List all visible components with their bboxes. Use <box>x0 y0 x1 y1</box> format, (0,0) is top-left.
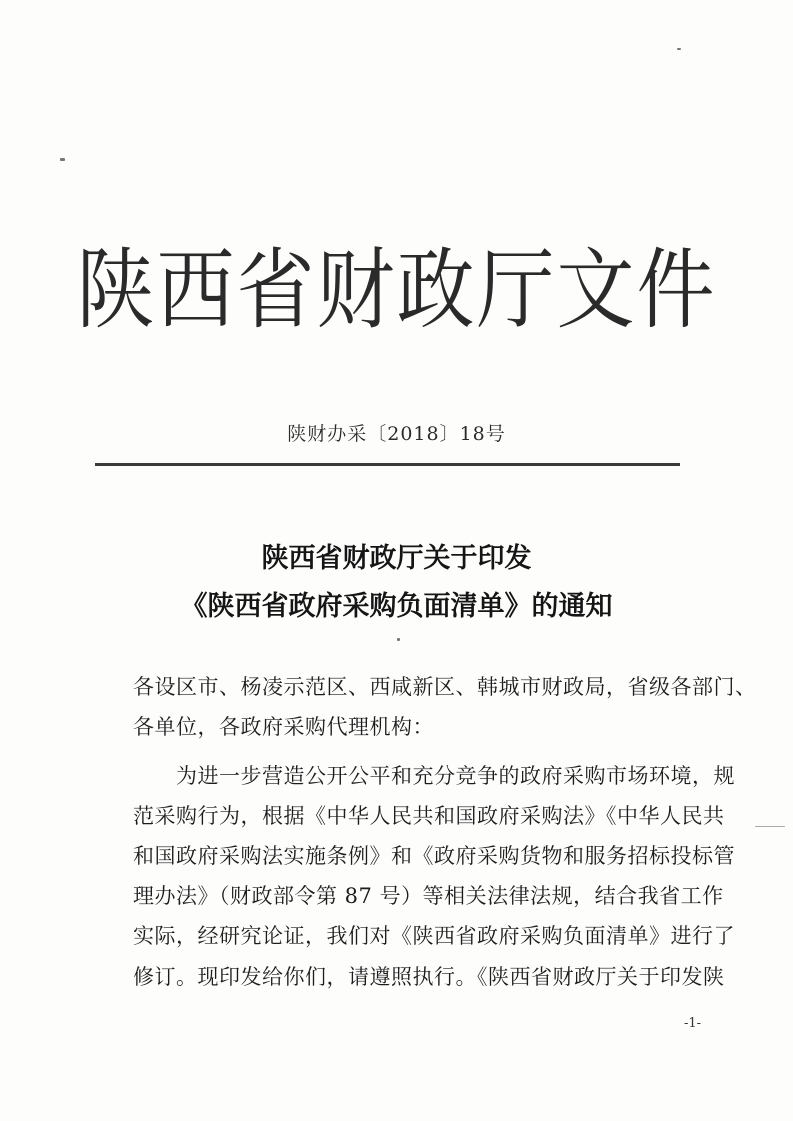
document-header-title: 陕西省财政厅文件 <box>76 240 717 342</box>
body-line: 修订。现印发给你们，请遵照执行。《陕西省财政厅关于印发陕 <box>133 965 725 989</box>
header-divider <box>95 463 680 466</box>
body-line: 各设区市、杨凌示范区、西咸新区、韩城市财政局，省级各部门、 <box>133 675 757 699</box>
scan-speck <box>60 158 65 161</box>
scan-speck <box>755 826 785 827</box>
page-number: -1- <box>684 1016 702 1031</box>
body-line: 范采购行为，根据《中华人民共和国政府采购法》《中华人民共 <box>133 804 725 828</box>
notice-title-line-2: 《陕西省政府采购负面清单》的通知 <box>180 591 613 622</box>
body-line: 理办法》（财政部令第 87 号）等相关法律法规，结合我省工作 <box>133 884 724 908</box>
body-line: 和国政府采购法实施条例》和《政府采购货物和服务招标投标管 <box>133 844 735 868</box>
body-line: 各单位，各政府采购代理机构： <box>133 715 434 739</box>
body-line: 实际，经研究论证，我们对《陕西省政府采购负面清单》进行了 <box>133 924 735 948</box>
scan-speck <box>397 638 400 641</box>
scan-speck <box>677 48 681 50</box>
document-number: 陕财办采〔2018〕18号 <box>287 423 506 445</box>
body-line: 为进一步营造公开公平和充分竞争的政府采购市场环境，规 <box>133 764 735 788</box>
notice-title-line-1: 陕西省财政厅关于印发 <box>261 543 532 574</box>
